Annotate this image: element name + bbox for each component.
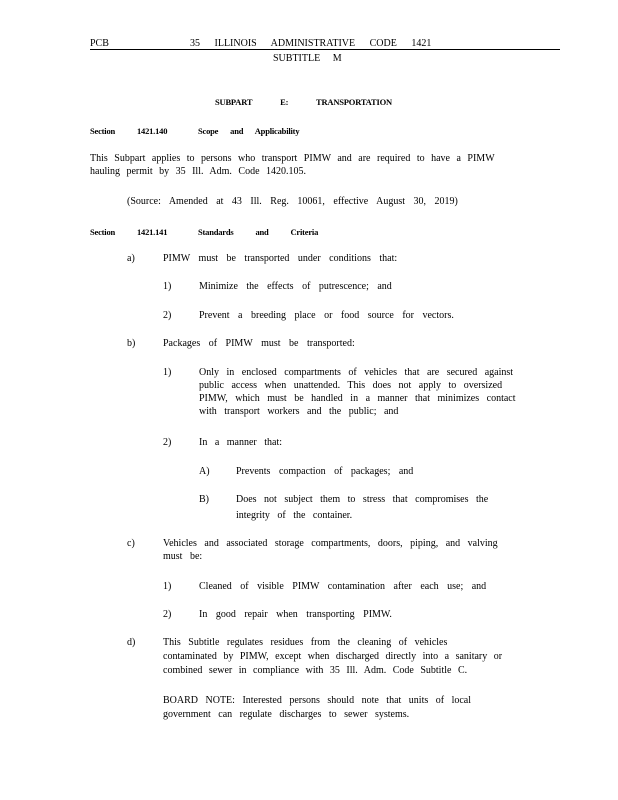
header-center: 35 ILLINOIS ADMINISTRATIVE CODE 1421: [190, 38, 432, 49]
list-item-label: 2): [163, 609, 172, 620]
sub-item-line: Does not subject them to stress that compromises the: [236, 494, 489, 505]
section-140-source: (Source: Amended at 43 Ill. Reg. 10061, effective August 30, 2019): [127, 196, 458, 207]
subsection-c-line1: Vehicles and associated storage compartments, doors, piping, and valving: [163, 538, 498, 549]
board-note-line1: BOARD NOTE: Interested persons should note that units of local: [163, 695, 472, 706]
list-item-line: with transport workers and the public; and: [199, 406, 399, 417]
subsection-b-text: Packages of PIMW must be transported:: [163, 338, 355, 349]
subsection-c-line2: must be:: [163, 551, 203, 562]
board-note-line2: government can regulate discharges to sewer systems.: [163, 709, 410, 720]
list-item-label: 2): [163, 437, 172, 448]
subsection-b-label: b): [127, 338, 136, 349]
subsection-a-text: PIMW must be transported under conditions that:: [163, 253, 398, 264]
section-140-body-line2: hauling permit by 35 Ill. Adm. Code 1420.105.: [90, 166, 307, 177]
list-item-line: PIMW, which must be handled in a manner that minimizes contact: [199, 393, 516, 404]
list-item: Cleaned of visible PIMW contamination after each use; and: [199, 581, 487, 592]
section-140-title: Scope and Applicability: [198, 126, 300, 136]
list-item-label: 1): [163, 281, 172, 292]
list-item: Prevent a breeding place or food source for vectors.: [199, 310, 454, 321]
list-item: Minimize the effects of putrescence; and: [199, 281, 392, 292]
subsection-d-line: This Subtitle regulates residues from the cleaning of vehicles: [163, 637, 448, 648]
list-item-line: Only in enclosed compartments of vehicles that are secured against: [199, 367, 514, 378]
list-item: In good repair when transporting PIMW.: [199, 609, 392, 620]
list-item-label: 1): [163, 581, 172, 592]
sub-item-line: integrity of the container.: [236, 510, 353, 521]
section-141-title: Standards and Criteria: [198, 227, 319, 237]
subsection-a-label: a): [127, 253, 135, 264]
subsection-d-line: combined sewer in compliance with 35 Ill. Adm. Code Subtitle C.: [163, 665, 468, 676]
header-left: PCB: [90, 38, 109, 49]
list-item-label: 2): [163, 310, 172, 321]
subsection-d-label: d): [127, 637, 136, 648]
section-140-number: Section 1421.140: [90, 126, 168, 136]
list-item: In a manner that:: [199, 437, 283, 448]
sub-item-label: A): [199, 466, 210, 477]
subsection-c-label: c): [127, 538, 135, 549]
list-item-label: 1): [163, 367, 172, 378]
sub-item-label: B): [199, 494, 209, 505]
list-item-line: public access when unattended. This does not apply to oversized: [199, 380, 503, 391]
subsection-d-line: contaminated by PIMW, except when discharged directly into a sanitary or: [163, 651, 503, 662]
subpart-heading: SUBPART E: TRANSPORTATION: [215, 97, 392, 107]
sub-item: Prevents compaction of packages; and: [236, 466, 414, 477]
section-140-body-line1: This Subpart applies to persons who transport PIMW and are required to have a PIMW: [90, 153, 495, 164]
header-rule: [90, 49, 560, 50]
section-141-number: Section 1421.141: [90, 227, 168, 237]
header-subtitle: SUBTITLE M: [273, 53, 342, 64]
